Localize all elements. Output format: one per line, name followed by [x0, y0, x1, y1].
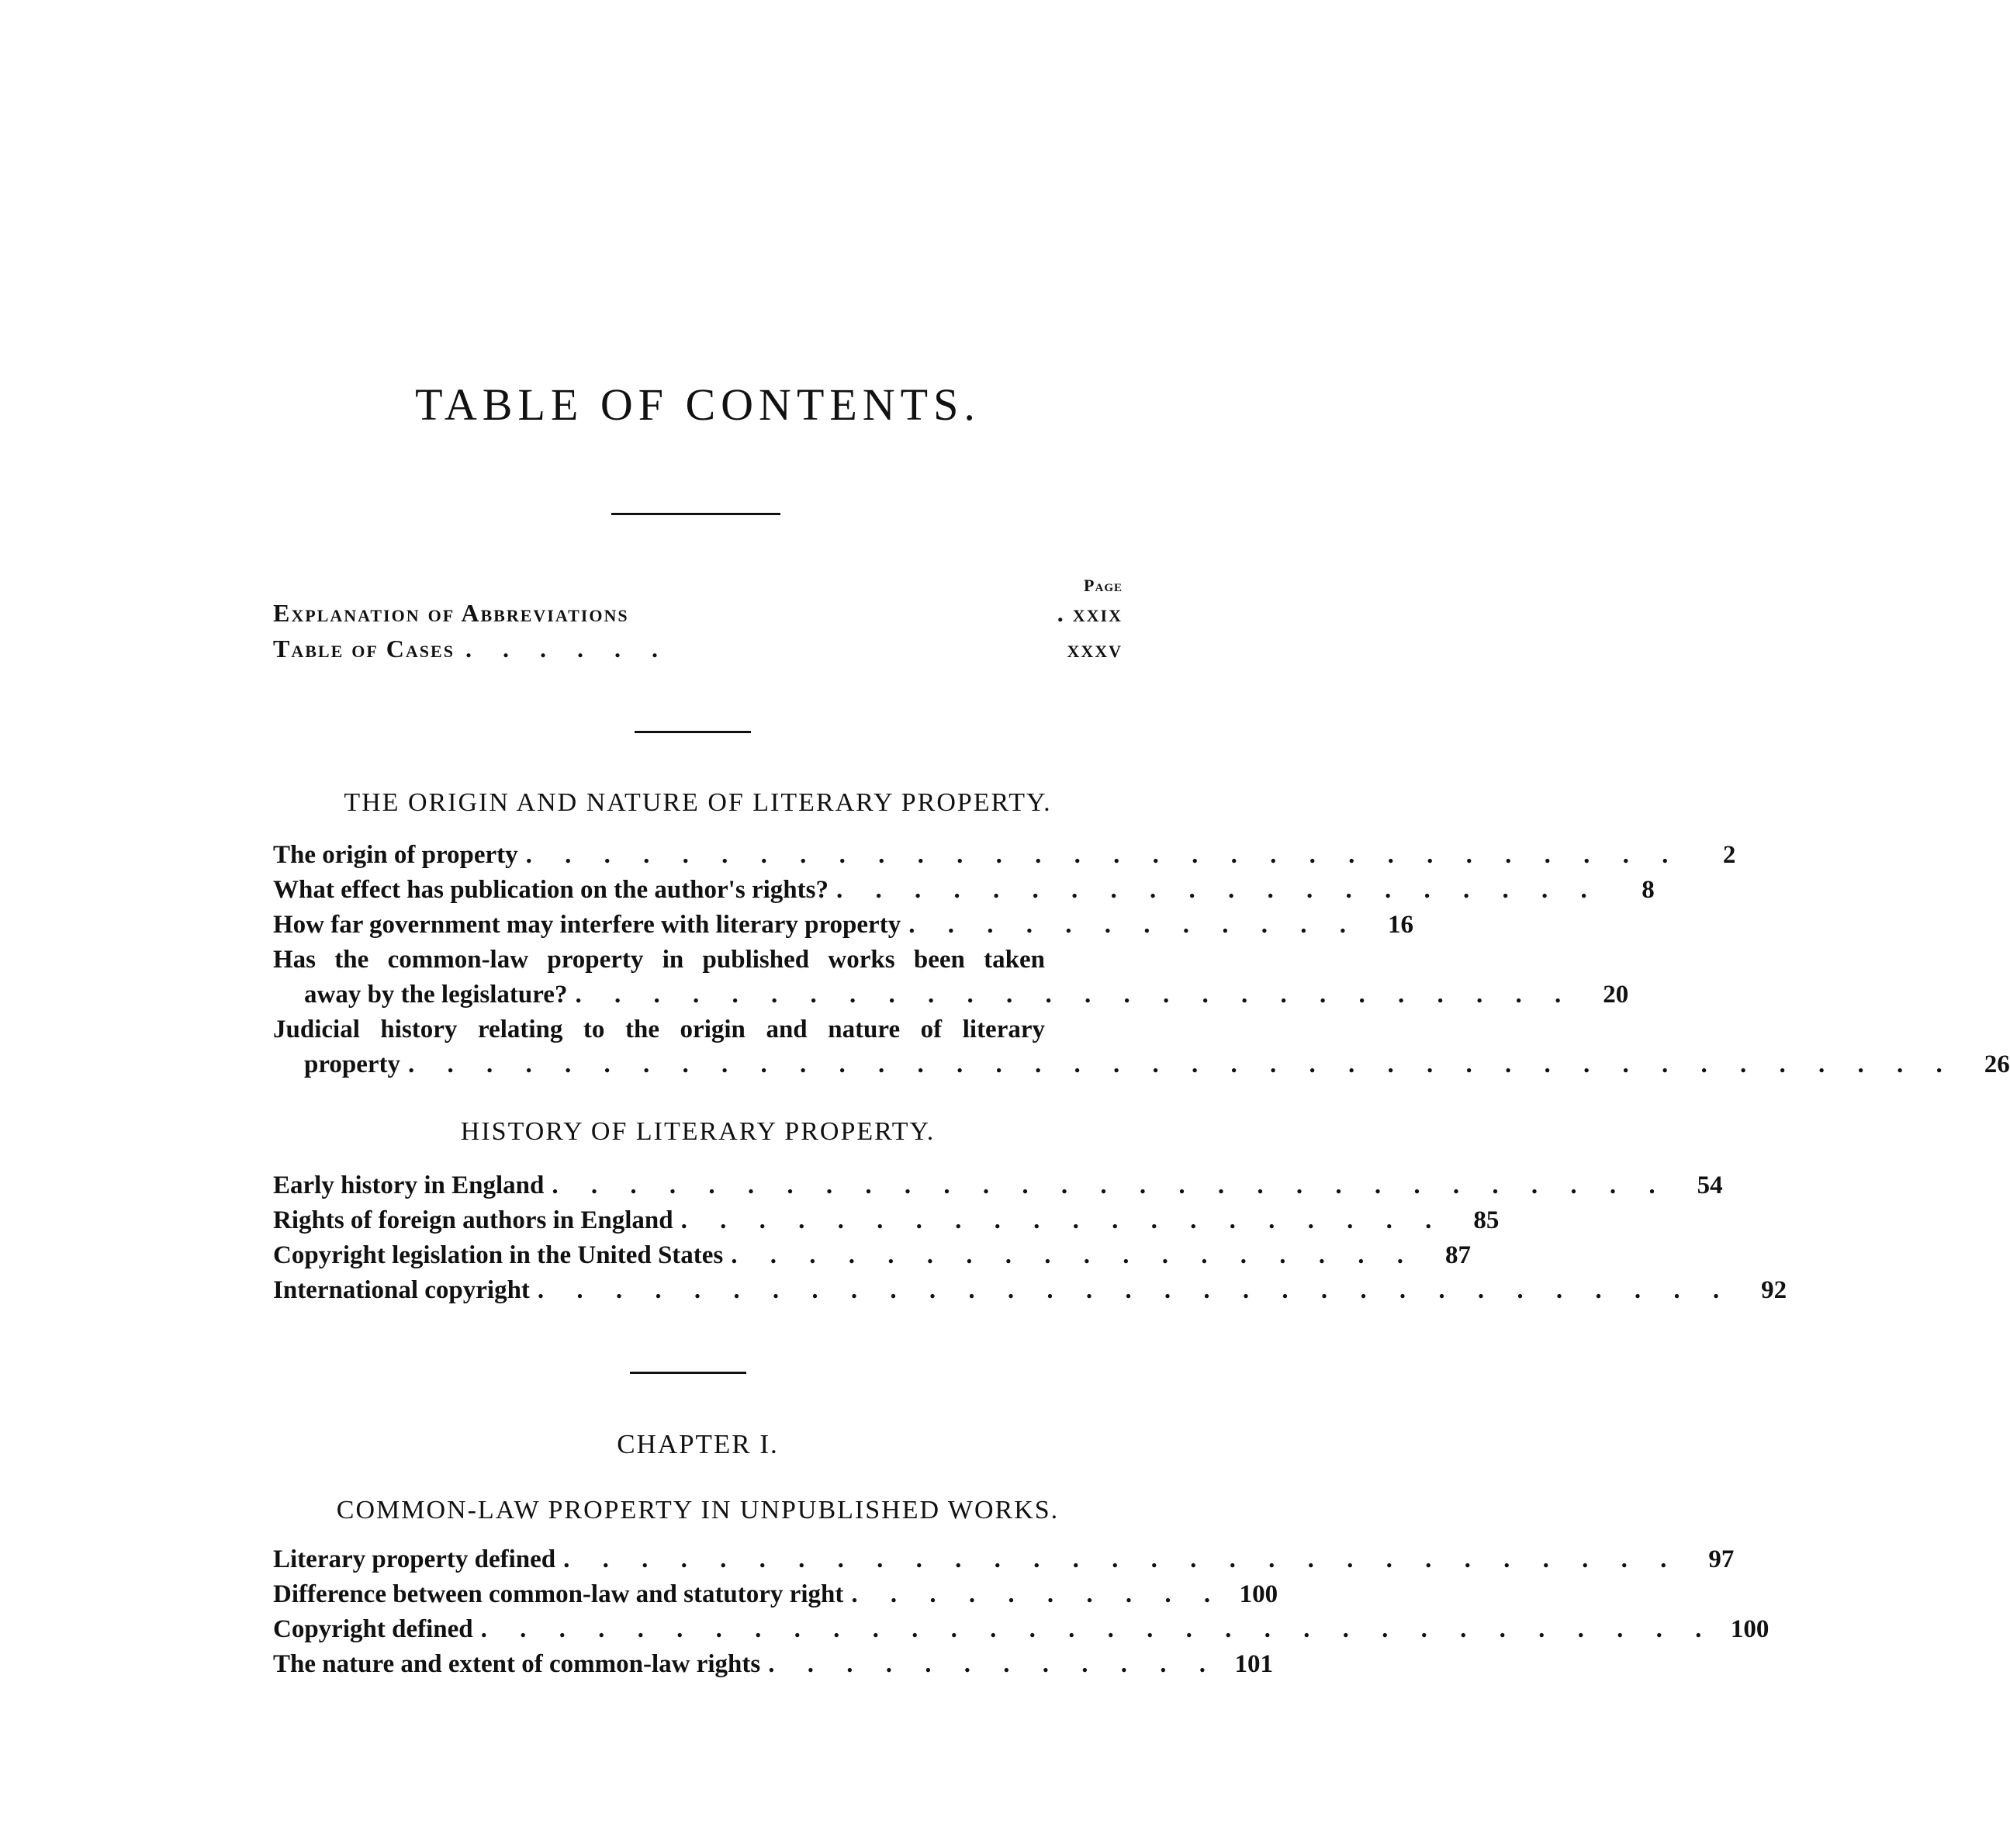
chapter-heading: CHAPTER I.	[617, 1429, 779, 1459]
toc-entry[interactable]	[273, 978, 1629, 1012]
section-heading: HISTORY OF LITERARY PROPERTY.	[460, 1117, 936, 1146]
entry-page: xxxv	[1067, 635, 1123, 663]
entry-label: Difference between common-law and statutory right	[273, 1580, 844, 1608]
entry-label: The nature and extent of common-law rights	[273, 1650, 761, 1678]
entry-page: 87	[1445, 1241, 1472, 1269]
entry-label: How far government may interfere with literary property	[273, 911, 901, 939]
toc-entry[interactable]	[273, 1047, 2010, 1082]
leader-dots: .	[1057, 599, 1065, 627]
leader-dots: . . . . . . . . . . . . . . . . . . . .	[680, 1206, 1445, 1234]
entry-label: Has the common-law property in published works been taken	[273, 946, 1045, 974]
leader-dots: . . . . . .	[465, 635, 670, 663]
entry-label: The origin of property	[273, 841, 518, 869]
entry-label: Copyright defined	[273, 1615, 473, 1643]
leader-dots: . . . . . . . . . . . . . . . . . . . . . . . . . . . . .	[552, 1171, 1669, 1199]
entry-page: 54	[1697, 1171, 1723, 1199]
leader-dots: . . . . . . . . . . . . . . . . . . . .	[835, 876, 1600, 904]
toc-entry[interactable]	[273, 1577, 1278, 1612]
leader-dots: . . . . . . . . . . . . . . . . . . . . . . . . . .	[575, 981, 1575, 1009]
entry-label: Rights of foreign authors in England	[273, 1206, 673, 1234]
entry-page: 8	[1642, 876, 1655, 904]
leader-dots: . . . . . . . . . . . .	[908, 911, 1359, 939]
page-column-header: Page	[1084, 576, 1123, 595]
leader-dots: . . . . . . . . . . . . . . . . . . . . . . . . . . . . . . . .	[480, 1615, 1715, 1643]
entry-label-continuation: property	[304, 1050, 401, 1078]
leader-dots: . . . . . . . . . . . . . . . . . . . . . . . . . . . . .	[563, 1545, 1680, 1573]
entry-page: 92	[1761, 1276, 1787, 1304]
entry-page: . xxix	[1057, 599, 1123, 627]
page-title: TABLE OF CONTENTS.	[415, 379, 981, 430]
leader-dots: . . . . . . . . . . . . . . . . . . . . . . . . . . . . . .	[525, 841, 1682, 869]
divider-rule	[630, 1372, 746, 1374]
toc-section	[273, 1168, 1787, 1308]
toc-entry-first-line[interactable]	[273, 1012, 1115, 1047]
toc-section	[273, 1542, 1770, 1682]
toc-entry[interactable]	[273, 1647, 1273, 1682]
entry-label: Literary property defined	[273, 1545, 556, 1573]
toc-entry[interactable]	[273, 599, 1123, 635]
entry-page: 16	[1387, 911, 1413, 939]
front-matter	[273, 576, 1123, 670]
entry-label: Early history in England	[273, 1171, 545, 1199]
toc-entry[interactable]	[273, 1273, 1787, 1308]
toc-section	[273, 838, 2010, 1082]
divider-rule	[611, 513, 780, 515]
entry-label: Copyright legislation in the United States	[273, 1241, 724, 1269]
entry-page: 20	[1603, 981, 1629, 1009]
leader-dots: . . . . . . . . . . . . . . . . . .	[731, 1241, 1417, 1269]
toc-entry-first-line[interactable]	[273, 943, 1115, 978]
entry-label: What effect has publication on the author's rights?	[273, 876, 829, 904]
entry-label: Explanation of Abbreviations	[273, 599, 629, 627]
toc-entry[interactable]	[273, 873, 1655, 908]
divider-rule	[635, 731, 751, 733]
section-heading: COMMON-LAW PROPERTY IN UNPUBLISHED WORKS.	[336, 1496, 1060, 1524]
toc-entry[interactable]	[273, 838, 1736, 873]
entry-page: 97	[1708, 1545, 1735, 1573]
leader-dots: . . . . . . . . . . . . . . . . . . . . . . . . . . . . . . .	[537, 1276, 1733, 1304]
toc-entry[interactable]	[273, 1238, 1472, 1273]
toc-entry[interactable]	[273, 1203, 1500, 1238]
section-heading: THE ORIGIN AND NATURE OF LITERARY PROPERTY.	[344, 788, 1052, 817]
toc-entry[interactable]	[273, 908, 1413, 943]
entry-label: Judicial history relating to the origin and nature of literary	[273, 1016, 1045, 1043]
toc-entry[interactable]	[273, 1168, 1723, 1203]
toc-entry[interactable]	[273, 1542, 1735, 1577]
entry-page: 26	[1984, 1050, 2010, 1078]
entry-label: Table of Cases	[273, 635, 455, 663]
leader-dots: . . . . . . . . . . . .	[768, 1650, 1219, 1678]
entry-page: 2	[1722, 841, 1736, 869]
leader-dots: . . . . . . . . . .	[851, 1580, 1224, 1608]
entry-label: International copyright	[273, 1276, 530, 1304]
toc-entry[interactable]	[273, 635, 1123, 670]
leader-dots: . . . . . . . . . . . . . . . . . . . . . . . . . . . . . . . . . . . . . . . .	[408, 1050, 1956, 1078]
entry-label-continuation: away by the legislature?	[304, 981, 568, 1009]
entry-page: 100	[1730, 1615, 1770, 1643]
entry-page: 85	[1473, 1206, 1500, 1234]
toc-entry[interactable]	[273, 1612, 1770, 1647]
entry-page: 100	[1239, 1580, 1278, 1608]
entry-page: 101	[1234, 1650, 1273, 1678]
